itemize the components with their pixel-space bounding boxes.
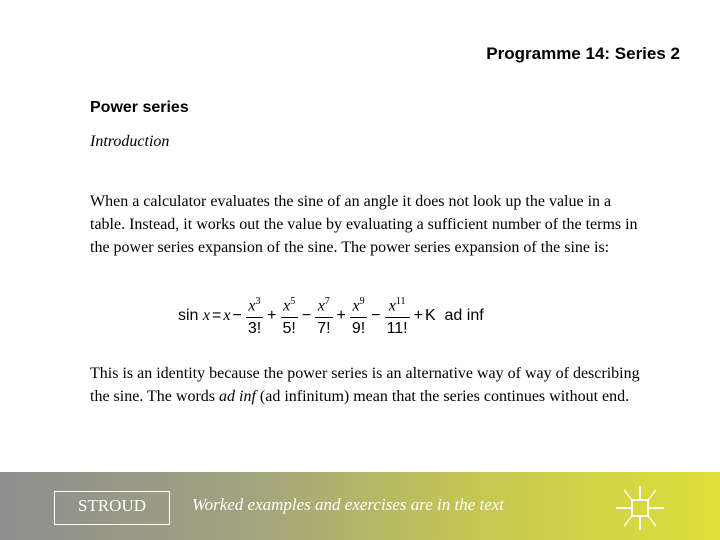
term-exponent: 3 (255, 296, 261, 308)
formula-term-fraction (246, 292, 263, 339)
identity-paragraph (90, 362, 650, 408)
formula-ad-inf: ad inf (444, 307, 484, 324)
term-denominator: 11! (386, 319, 408, 337)
term-denominator: 9! (351, 319, 366, 337)
term-base: x (317, 297, 325, 315)
compass-icon (612, 484, 668, 532)
formula-sign: + (336, 307, 346, 324)
term-denominator: 7! (317, 319, 331, 337)
term-base: x (248, 297, 256, 315)
term-base: x (388, 297, 396, 315)
term-base: x (283, 297, 291, 315)
formula-term-fraction (385, 292, 410, 339)
term-denominator: 3! (247, 319, 262, 337)
subsection-title: Introduction (90, 133, 170, 150)
identity-text-after: (ad infinitum) mean that the series continues without end. (255, 388, 630, 405)
formula-first-term: x (223, 307, 231, 324)
formula-term-fraction (315, 292, 332, 339)
identity-text-before: This is an identity because the power series is an alternative way of way of describing the sine. The words (90, 365, 640, 405)
term-exponent: 9 (359, 296, 365, 308)
formula-equals: = (212, 307, 222, 324)
term-denominator: 5! (282, 319, 296, 337)
intro-paragraph: When a calculator evaluates the sine of an angle it does not look up the value in a table. Instead, it works out the value by evaluating a sufficient number of the terms in the power series expansion of the sine. The power series expansion of the sine is: (90, 193, 638, 256)
footer-tagline: Worked examples and exercises are in the text (192, 495, 505, 514)
programme-title: Programme 14: Series 2 (486, 44, 680, 63)
term-exponent: 5 (290, 296, 296, 308)
formula-term-fraction (350, 292, 367, 339)
formula-trailing-sign: + (413, 307, 423, 324)
formula-ellipsis-k: K (424, 307, 436, 324)
stroud-brand: STROUD (54, 491, 170, 525)
term-exponent: 11 (395, 296, 406, 308)
term-exponent: 7 (324, 296, 330, 308)
formula-term-fraction (281, 292, 298, 339)
formula-sign: − (371, 307, 381, 324)
formula-sign: − (232, 307, 242, 324)
section-title: Power series (90, 99, 189, 116)
formula-lhs-var: x (202, 307, 211, 324)
ad-inf-italic: ad inf (219, 388, 256, 405)
term-base: x (352, 297, 360, 315)
formula-lhs-fn: sin (178, 307, 199, 324)
formula-sign: − (301, 307, 312, 324)
sine-series-formula (178, 292, 484, 340)
formula-sign: + (267, 307, 277, 324)
